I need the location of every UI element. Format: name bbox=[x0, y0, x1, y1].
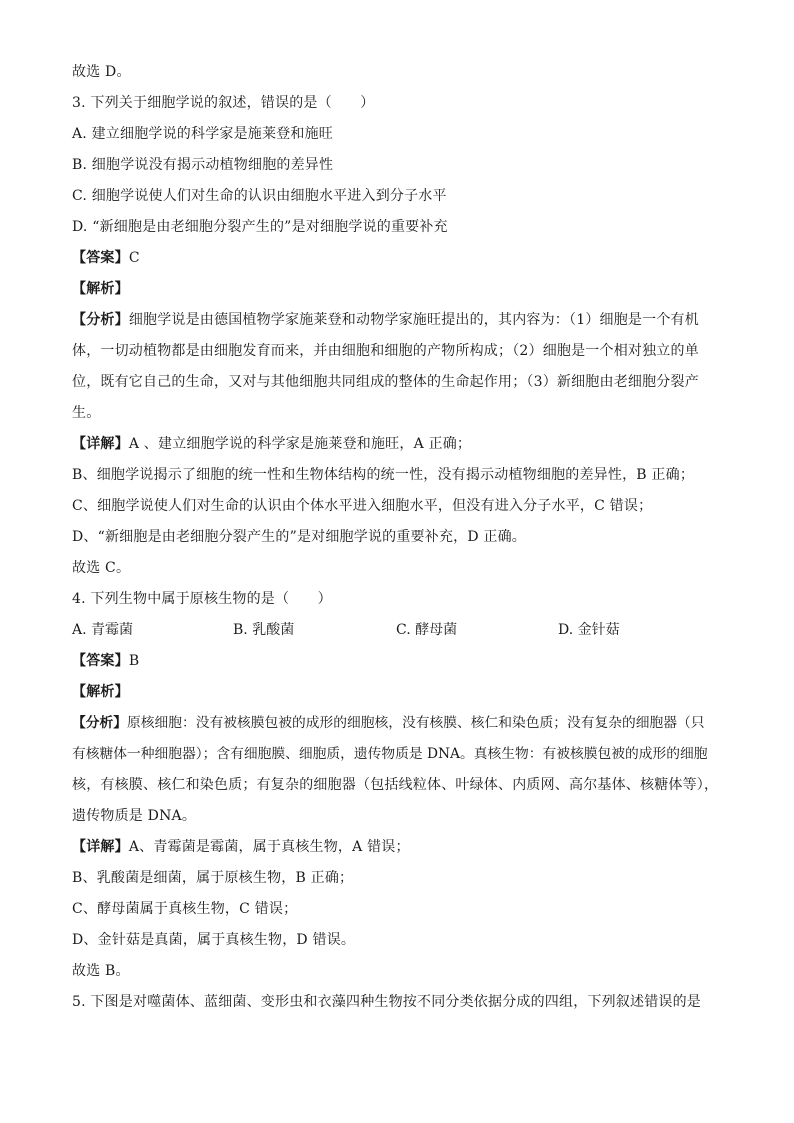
q3-fenxi-line-2: 体，一切动植物都是由细胞发育而来，并由细胞和细胞的产物所构成；（2）细胞是一个相对独立的单 bbox=[72, 343, 699, 359]
q3-fenxi-line-4: 生。 bbox=[72, 405, 101, 421]
q4-option-d: D. 金针菇 bbox=[558, 622, 620, 638]
q3-xiangjie-line-3: C、细胞学说使人们对生命的认识由个体水平进入细胞水平，但没有进入分子水平，C 错误； bbox=[72, 498, 653, 514]
q3-xiangjie-line-2: B、细胞学说揭示了细胞的统一性和生物体结构的统一性，没有揭示动植物细胞的差异性，B 正确； bbox=[72, 467, 695, 483]
q3-option-b: B. 细胞学说没有揭示动植物细胞的差异性 bbox=[72, 157, 334, 173]
fenxi-tag: 【分析】 bbox=[72, 715, 128, 731]
q4-fenxi-line-4: 遗传物质是 DNA。 bbox=[72, 808, 197, 824]
q4-option-c: C. 酵母菌 bbox=[396, 622, 458, 638]
q4-fenxi-line-3: 核，有核膜、核仁和染色质；有复杂的细胞器（包括线粒体、叶绿体、内质网、高尔基体、核糖体等）， bbox=[72, 777, 719, 793]
xiangjie-text: A、青霉菌是霉菌，属于真核生物，A 错误； bbox=[128, 839, 410, 855]
q3-conclusion: 故选 C。 bbox=[72, 560, 131, 576]
answer-value: C bbox=[128, 250, 140, 266]
q3-answer-line bbox=[72, 246, 140, 270]
q4-fenxi-line-2: 有核糖体一种细胞器）；含有细胞膜、细胞质，遗传物质是 DNA。真核生物：有被核膜包被的成形的细胞 bbox=[72, 746, 708, 762]
xiangjie-tag: 【详解】 bbox=[72, 436, 129, 452]
xiangjie-text: A 、建立细胞学说的科学家是施莱登和施旺，A 正确； bbox=[128, 436, 472, 452]
q4-analysis-heading bbox=[72, 680, 129, 704]
analysis-tag: 【解析】 bbox=[72, 684, 129, 700]
answer-tag: 【答案】 bbox=[72, 653, 129, 669]
fenxi-tag: 【分析】 bbox=[72, 312, 129, 328]
q4-answer-line bbox=[72, 649, 139, 673]
q4-option-a: A. 青霉菌 bbox=[72, 622, 134, 638]
analysis-tag: 【解析】 bbox=[72, 281, 129, 297]
answer-tag: 【答案】 bbox=[72, 250, 129, 266]
fenxi-text: 原核细胞：没有被核膜包被的成形的细胞核，没有核膜、核仁和染色质；没有复杂的细胞器（只 bbox=[127, 715, 705, 731]
q3-xiangjie-line-1 bbox=[72, 432, 471, 456]
q4-xiangjie-line-1 bbox=[72, 835, 410, 859]
fenxi-text: 细胞学说是由德国植物学家施莱登和动物学家施旺提出的，其内容为：（1）细胞是一个有机 bbox=[128, 312, 699, 328]
q3-stem: 3. 下列关于细胞学说的叙述，错误的是（ ） bbox=[72, 95, 375, 111]
q4-options-row bbox=[72, 618, 722, 642]
q2-conclusion: 故选 D。 bbox=[72, 64, 131, 80]
q4-stem: 4. 下列生物中属于原核生物的是（ ） bbox=[72, 591, 332, 607]
q4-xiangjie-line-3: C、酵母菌属于真核生物，C 错误； bbox=[72, 901, 298, 917]
answer-value: B bbox=[128, 653, 140, 669]
q4-xiangjie-line-4: D、金针菇是真菌，属于真核生物，D 错误。 bbox=[72, 932, 356, 948]
q4-conclusion: 故选 B。 bbox=[72, 963, 130, 979]
q3-option-c: C. 细胞学说使人们对生命的认识由细胞水平进入到分子水平 bbox=[72, 188, 447, 204]
xiangjie-tag: 【详解】 bbox=[72, 839, 129, 855]
q3-fenxi-line-1 bbox=[72, 308, 699, 332]
q5-stem: 5. 下图是对噬菌体、蓝细菌、变形虫和衣藻四种生物按不同分类依据分成的四组，下列叙述错误的是 bbox=[72, 994, 702, 1010]
q4-fenxi-line-1 bbox=[72, 711, 705, 735]
q3-analysis-heading bbox=[72, 277, 129, 301]
q3-xiangjie-line-4: D、“新细胞是由老细胞分裂产生的”是对细胞学说的重要补充，D 正确。 bbox=[72, 529, 527, 545]
q4-xiangjie-line-2: B、乳酸菌是细菌，属于原核生物，B 正确； bbox=[72, 870, 354, 886]
q3-fenxi-line-3: 位，既有它自己的生命，又对与其他细胞共同组成的整体的生命起作用；（3）新细胞由老细胞分裂产 bbox=[72, 374, 699, 390]
q3-option-a: A. 建立细胞学说的科学家是施莱登和施旺 bbox=[72, 126, 334, 142]
q3-option-d: D. “新细胞是由老细胞分裂产生的”是对细胞学说的重要补充 bbox=[72, 219, 448, 235]
q4-option-b: B. 乳酸菌 bbox=[233, 622, 295, 638]
